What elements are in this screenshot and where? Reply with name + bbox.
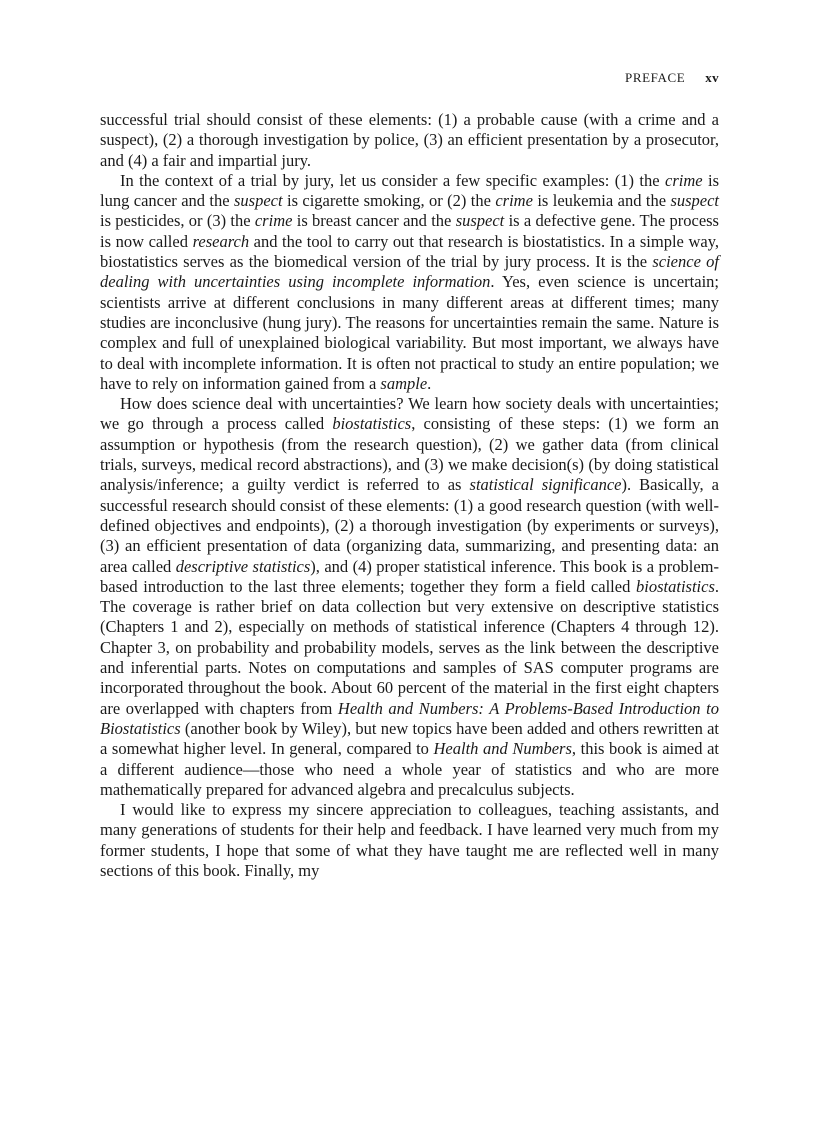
text-run: ). Basically, a successful research should consist of these elements: (1) a good research question (with well-defined objectives and endpoints), (2) a thorough investigation (by experiments or surveys), (3) an efficient presentation of data (organizing data, summarizing, and presenting data: an area called <box>100 475 719 576</box>
text-run: . The coverage is rather brief on data collection but very extensive on descriptive statistics (Chapters 1 and 2), especially on methods of statistical inference (Chapters 4 through 12). Chapter 3, on probability and probability models, serves as the link between the descriptive and inferential parts. Notes on computations and samples of SAS computer programs are incorporated throughout the book. About 60 percent of the material in the first eight chapters are overlapped with chapters from <box>100 576 719 718</box>
emphasized-text: crime <box>665 170 703 190</box>
text-run: . Yes, even science is uncertain; scientists arrive at different conclusions in many different areas at different times; many studies are inconclusive (hung jury). The reasons for uncertainties remain the same. Nature is complex and full of unexplained biological variability. But most important, we always have to deal with incomplete information. It is often not practical to study an entire population; we have to rely on information gained from a <box>100 272 719 393</box>
body-text <box>100 110 719 881</box>
page-number: xv <box>705 70 719 85</box>
text-run: is a defective gene. The process is now called <box>100 211 719 251</box>
emphasized-text: biostatistics <box>332 414 412 434</box>
running-head <box>625 70 719 86</box>
emphasized-text: descriptive statistics <box>175 556 311 576</box>
text-run: successful trial should consist of these elements: (1) a probable cause (with a crime and a suspect), (2) a thorough investigation by police, (3) an efficient presentation by a prosecutor, and (4) a fair and impartial jury. <box>100 110 719 170</box>
text-run: . <box>427 373 432 393</box>
text-run: In the context of a trial by jury, let us consider a few specific examples: (1) the <box>120 170 665 190</box>
text-run: ), and (4) proper statistical inference. This book is a problem-based introduction to the last three elements; together they form a field called <box>100 556 719 596</box>
paragraph <box>100 171 719 394</box>
emphasized-text: sample <box>380 373 428 393</box>
paragraph <box>100 394 719 800</box>
emphasized-text: biostatistics <box>636 576 715 596</box>
text-run: is cigarette smoking, or (2) the <box>282 191 496 211</box>
emphasized-text: Health and Numbers <box>433 739 572 759</box>
paragraph <box>100 800 719 881</box>
paragraph <box>100 110 719 171</box>
emphasized-text: crime <box>495 191 533 211</box>
text-run: and the tool to carry out that research is biostatistics. In a simple way, biostatistics serves as the biomedical version of the trial by jury process. It is the <box>100 231 720 272</box>
text-run: is pesticides, or (3) the <box>100 211 255 231</box>
emphasized-text: Health and Numbers: A Problems-Based Introduction to Biostatistics <box>100 698 719 738</box>
emphasized-text: crime <box>254 211 293 231</box>
text-run: is lung cancer and the <box>100 170 719 211</box>
text-run: , consisting of these steps: (1) we form an assumption or hypothesis (from the research question), (2) we gather data (from clinical trials, surveys, medical record abstractions), and (3) we make decision(s) (by doing statistical analysis/inference; a guilty verdict is referred to as <box>100 414 720 495</box>
emphasized-text: science of dealing with uncertainties using incomplete information <box>100 252 719 292</box>
text-run: is breast cancer and the <box>292 211 456 231</box>
emphasized-text: statistical significance <box>469 475 622 495</box>
running-head-section: PREFACE <box>625 70 686 85</box>
text-run: How does science deal with uncertainties? We learn how society deals with uncertainties; we go through a process called <box>100 394 719 434</box>
emphasized-text: research <box>192 231 250 251</box>
text-run: (another book by Wiley), but new topics have been added and others rewritten at a somewhat higher level. In general, compared to <box>100 718 719 759</box>
text-run: is leukemia and the <box>532 191 671 211</box>
text-run: I would like to express my sincere appreciation to colleagues, teaching assistants, and many generations of students for their help and feedback. I have learned very much from my former students, I hope that some of what they have taught me are reflected well in many sections of this book. Finally, my <box>100 800 719 880</box>
emphasized-text: suspect <box>670 191 720 211</box>
emphasized-text: suspect <box>234 191 283 211</box>
emphasized-text: suspect <box>455 211 505 231</box>
text-run: , this book is aimed at a different audience—those who need a whole year of statistics and who are more mathematically prepared for advanced algebra and precalculus subjects. <box>100 739 719 799</box>
